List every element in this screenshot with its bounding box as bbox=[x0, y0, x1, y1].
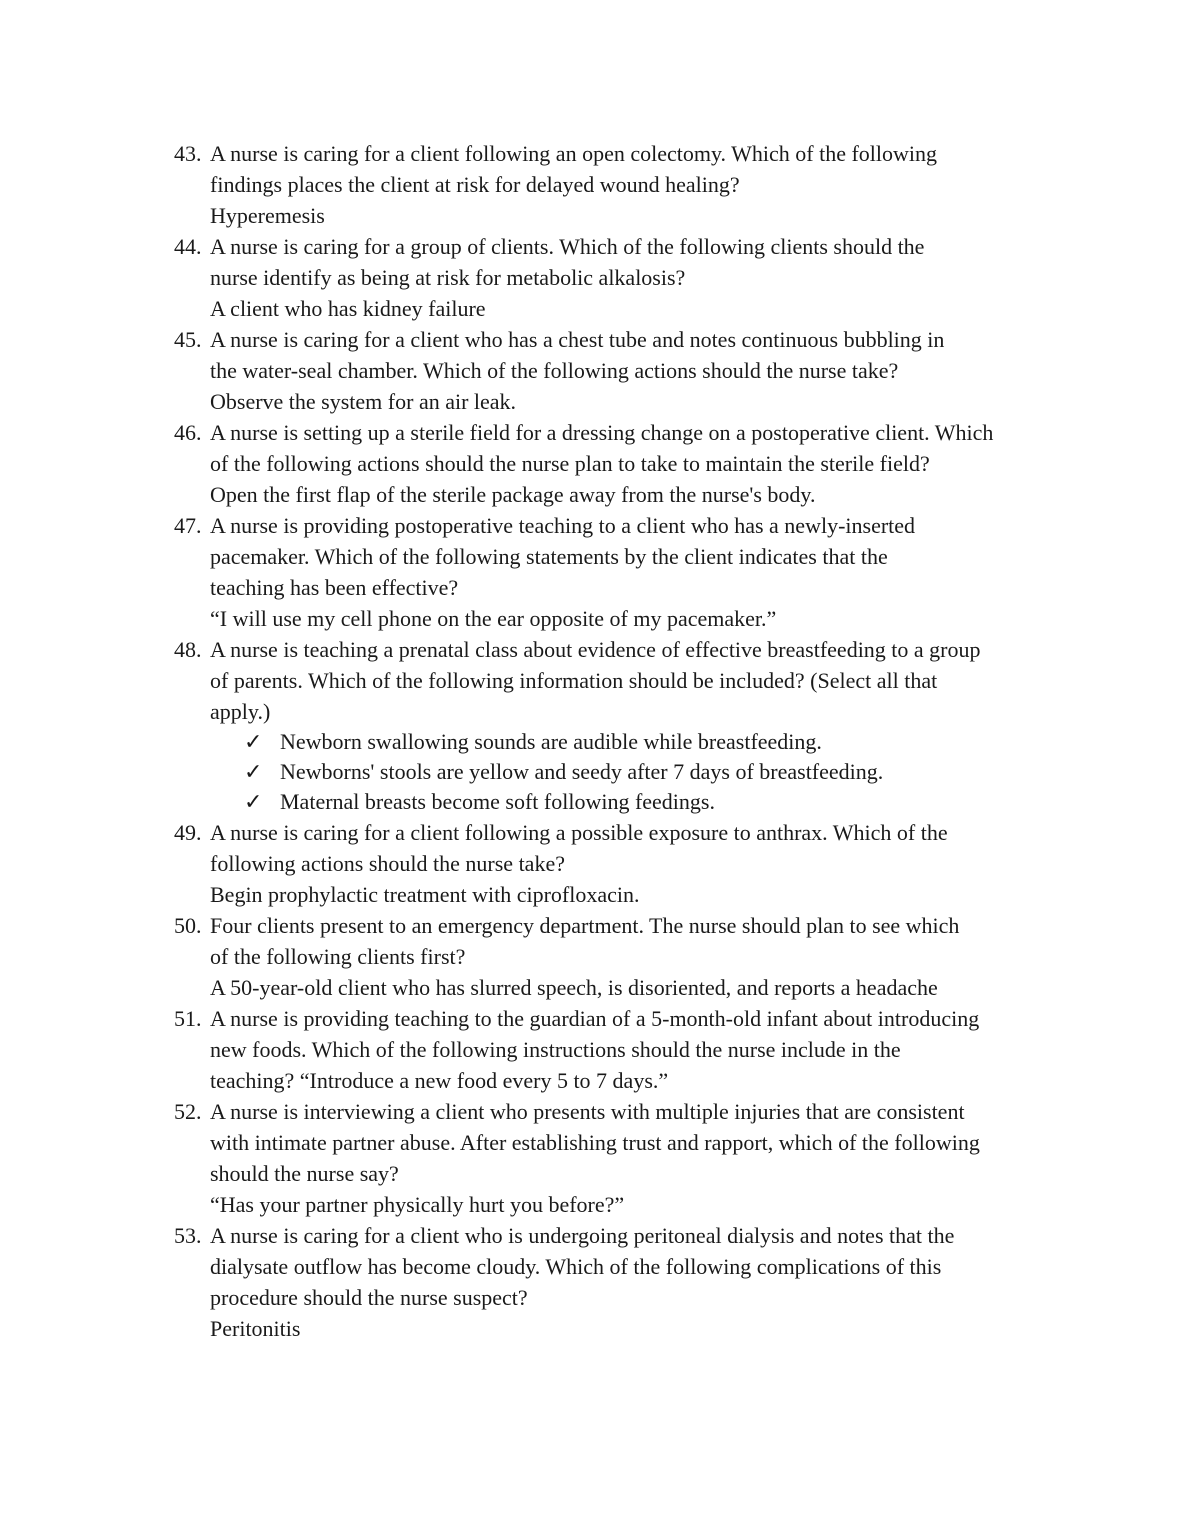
answer-list-item bbox=[210, 727, 1050, 757]
answer-list-item bbox=[210, 787, 1050, 817]
checkmark-icon: ✓ bbox=[244, 729, 263, 754]
question-text: following actions should the nurse take? bbox=[210, 851, 565, 876]
question-item bbox=[0, 324, 1050, 417]
question-text: A nurse is caring for a group of clients. Which of the following clients should the bbox=[210, 234, 925, 259]
question-text: A nurse is caring for a client following a possible exposure to anthrax. Which of the bbox=[210, 820, 948, 845]
question-number: 48. bbox=[174, 637, 202, 662]
answer-text: A client who has kidney failure bbox=[210, 296, 486, 321]
question-number: 52. bbox=[174, 1099, 202, 1124]
question-text: pacemaker. Which of the following statements by the client indicates that the bbox=[210, 544, 888, 569]
question-item bbox=[0, 510, 1050, 634]
question-text: dialysate outflow has become cloudy. Which of the following complications of this bbox=[210, 1254, 942, 1279]
question-text: teaching? “Introduce a new food every 5 to 7 days.” bbox=[210, 1068, 669, 1093]
answer-text: Newborn swallowing sounds are audible while breastfeeding. bbox=[280, 729, 822, 754]
question-text: apply.) bbox=[210, 699, 271, 724]
question-text: findings places the client at risk for delayed wound healing? bbox=[210, 172, 740, 197]
answer-text: A 50-year-old client who has slurred speech, is disoriented, and reports a headache bbox=[210, 975, 938, 1000]
question-text: teaching has been effective? bbox=[210, 575, 459, 600]
answer-text: “I will use my cell phone on the ear opposite of my pacemaker.” bbox=[210, 606, 777, 631]
question-text: new foods. Which of the following instructions should the nurse include in the bbox=[210, 1037, 901, 1062]
answer-text: Maternal breasts become soft following feedings. bbox=[280, 789, 715, 814]
question-text: A nurse is providing teaching to the guardian of a 5-month-old infant about introducing bbox=[210, 1006, 980, 1031]
question-text: of the following actions should the nurse plan to take to maintain the sterile field? bbox=[210, 451, 930, 476]
question-item bbox=[0, 634, 1050, 817]
answer-text: Open the first flap of the sterile package away from the nurse's body. bbox=[210, 482, 816, 507]
question-number: 53. bbox=[174, 1223, 202, 1248]
question-item bbox=[0, 1003, 1050, 1096]
question-number: 44. bbox=[174, 234, 202, 259]
question-number: 49. bbox=[174, 820, 202, 845]
question-text: A nurse is interviewing a client who presents with multiple injuries that are consistent bbox=[210, 1099, 965, 1124]
question-text: A nurse is caring for a client who has a chest tube and notes continuous bubbling in bbox=[210, 327, 945, 352]
question-text: of parents. Which of the following information should be included? (Select all that bbox=[210, 668, 938, 693]
question-item bbox=[0, 138, 1050, 231]
answer-text: Observe the system for an air leak. bbox=[210, 389, 517, 414]
question-item bbox=[0, 231, 1050, 324]
question-text: A nurse is setting up a sterile field for a dressing change on a postoperative client. Which bbox=[210, 420, 994, 445]
answer-text: Newborns' stools are yellow and seedy after 7 days of breastfeeding. bbox=[280, 759, 884, 784]
question-text: with intimate partner abuse. After establishing trust and rapport, which of the following bbox=[210, 1130, 980, 1155]
checkmark-icon: ✓ bbox=[244, 759, 263, 784]
question-text: A nurse is caring for a client following an open colectomy. Which of the following bbox=[210, 141, 938, 166]
question-text: of the following clients first? bbox=[210, 944, 466, 969]
question-item bbox=[0, 1096, 1050, 1220]
answer-text: “Has your partner physically hurt you before?” bbox=[210, 1192, 625, 1217]
question-item bbox=[0, 1220, 1050, 1344]
question-text: nurse identify as being at risk for metabolic alkalosis? bbox=[210, 265, 686, 290]
question-text: Four clients present to an emergency department. The nurse should plan to see which bbox=[210, 913, 960, 938]
answer-text: Peritonitis bbox=[210, 1316, 301, 1341]
question-text: A nurse is teaching a prenatal class about evidence of effective breastfeeding to a group bbox=[210, 637, 981, 662]
question-number: 51. bbox=[174, 1006, 202, 1031]
question-item bbox=[0, 910, 1050, 1003]
question-text: the water-seal chamber. Which of the following actions should the nurse take? bbox=[210, 358, 899, 383]
checkmark-icon: ✓ bbox=[244, 789, 263, 814]
question-text: A nurse is providing postoperative teaching to a client who has a newly-inserted bbox=[210, 513, 916, 538]
question-number: 47. bbox=[174, 513, 202, 538]
question-number: 45. bbox=[174, 327, 202, 352]
question-text: procedure should the nurse suspect? bbox=[210, 1285, 528, 1310]
question-item bbox=[0, 417, 1050, 510]
answer-text: Begin prophylactic treatment with ciprofloxacin. bbox=[210, 882, 640, 907]
question-number: 50. bbox=[174, 913, 202, 938]
question-list bbox=[0, 138, 1190, 1344]
question-text: A nurse is caring for a client who is undergoing peritoneal dialysis and notes that the bbox=[210, 1223, 955, 1248]
question-text: should the nurse say? bbox=[210, 1161, 399, 1186]
answer-list-item bbox=[210, 757, 1050, 787]
question-number: 43. bbox=[174, 141, 202, 166]
question-item bbox=[0, 817, 1050, 910]
question-number: 46. bbox=[174, 420, 202, 445]
answer-text: Hyperemesis bbox=[210, 203, 325, 228]
